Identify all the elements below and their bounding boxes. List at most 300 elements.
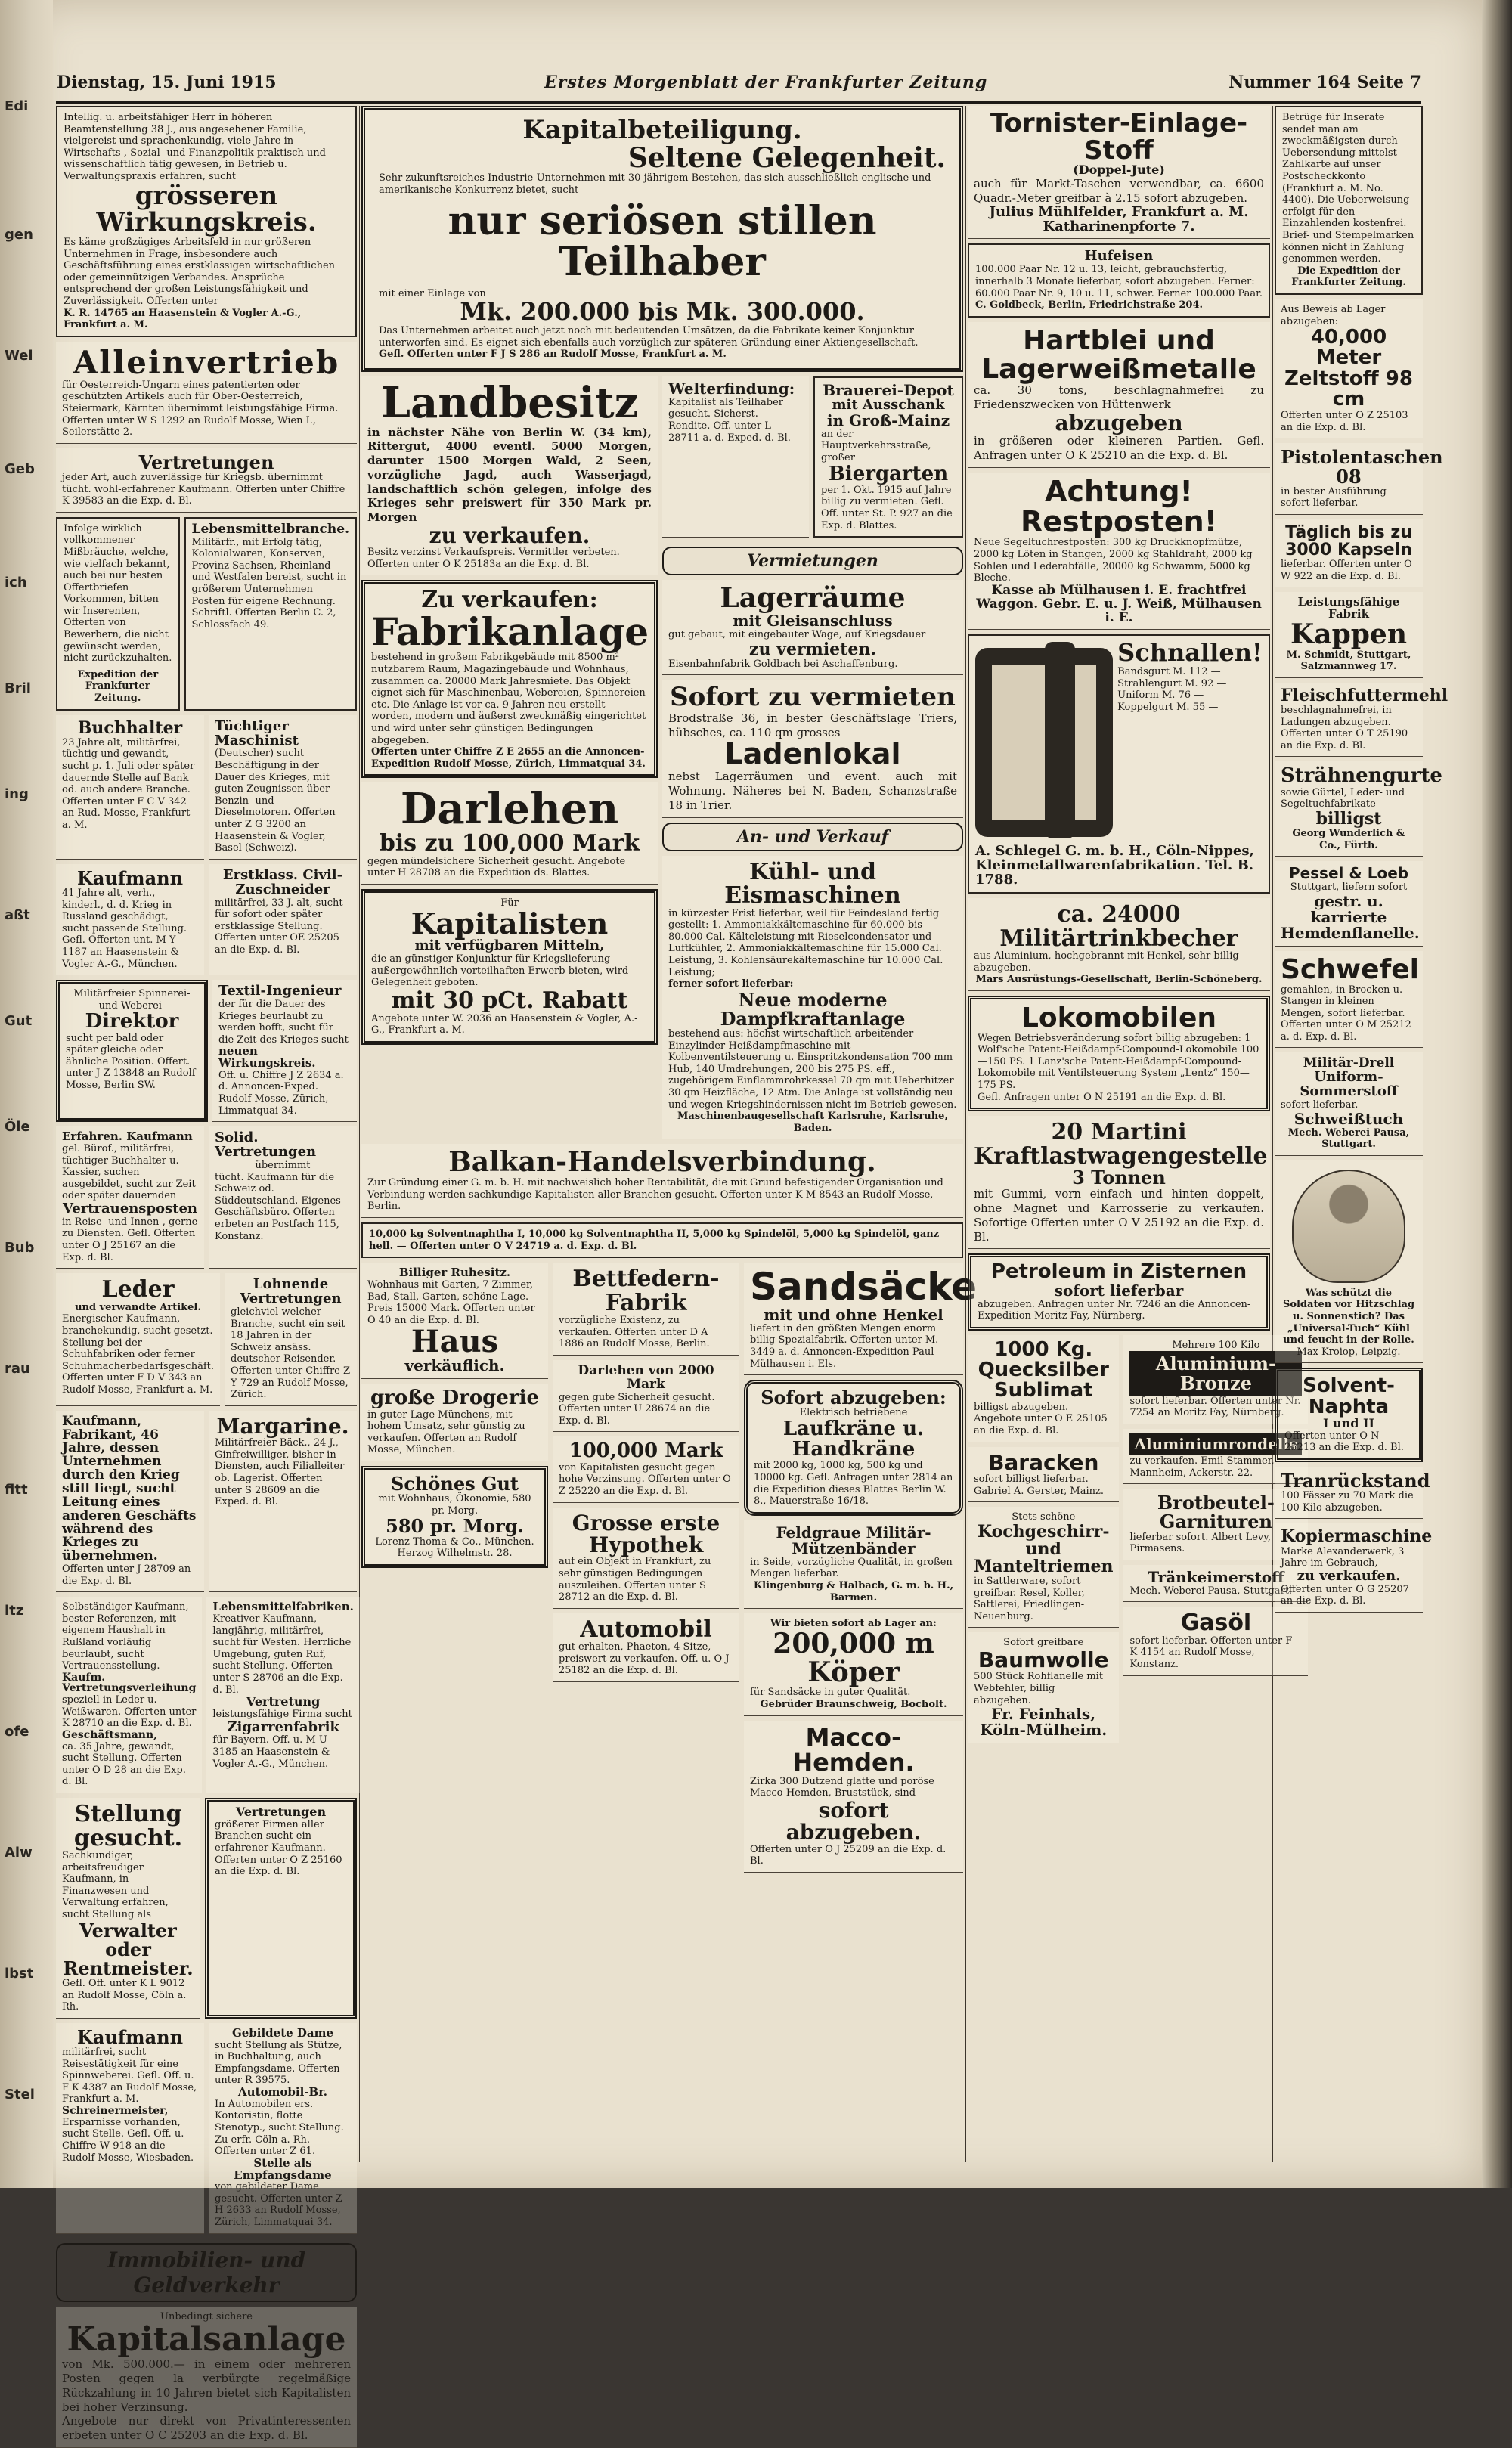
ad-headline: Feldgraue Militär-Mützenbänder [776,1523,931,1557]
ad-body: Offerten unter O N 25213 an die Exp. d. Bl. [1284,1430,1404,1454]
ad-zuschneider [209,864,357,975]
ad-body: Wegen Betriebsveränderung sofort billig abzugeben: 1 Wolf'sche Patent-Heißdampf-Compound-Lokomobile 100—150 PS. 1 Lanz'sche Patent-Heißdampf-Compound-Lokomobile mit Ventilsteuerung System „Lentz“ 150—175 PS. [978,1032,1259,1092]
ad-solventnaphtha [361,1222,963,1258]
ad-hypothek [553,1508,739,1609]
ad-title: Automobil-Br. [238,2085,327,2099]
ad-stellung-gesucht [56,1798,200,2019]
ad-title: Kaufm. Vertretungsverleihung [62,1671,197,1695]
header-date: Dienstag, 15. Juni 1915 [57,73,277,92]
ad-sign: Klingenburg & Halbach, G. m. b. H., Barmen. [753,1580,954,1604]
ad-title: Lebensmittelbranche. [191,521,349,537]
ad-body: der für die Dauer des Krieges beurlaubt zu werden hofft, sucht für die Zeit des Krieges sucht [218,998,349,1046]
ad-row [56,1597,357,1798]
ad-body: lieferbar sofort. Albert Levy, Pirmasens. [1129,1531,1272,1555]
ad-headline: Strähnengurte [1281,764,1442,788]
ad-body: sofort lieferbar. Offerten unter F K 4154 an Rudolf Mosse, Konstanz. [1129,1635,1293,1671]
ad-schnallen [968,634,1270,894]
ad-headline: 580 pr. Morg. [386,1515,524,1538]
ad-headline: Landbesitz [380,377,639,428]
ad-body: gut gebaut, mit eingebauter Wage, auf Kriegsdauer [668,628,926,640]
ad-headline: Laufkräne u. Handkräne [782,1417,925,1461]
ad-body: liefert in den größten Mengen enorm billig Spezialfabrik. Offerten unter M. 3449 a. d. Annoncen-Expedition Paul Mülhausen i. Els. [750,1322,939,1370]
ad-amount-pre: mit einer Einlage von [379,287,486,299]
ad-code: Lorenz Thoma & Co., München. Herzog Wilhelmstr. 28. [375,1535,534,1560]
ad-margarine [209,1411,357,1592]
ad-title: Billiger Ruhesitz. [398,1266,511,1280]
ad-body: 10,000 kg Solventnaphtha I, 10,000 kg Solventnaphtha II, 5,000 kg Spindelöl, 5,000 kg Spindelöl, ganz hell. — Offerten unter O V 24719 a. d. Exp. d. Bl. [369,1229,940,1252]
ad-headline: Kappen [1290,618,1408,650]
ad-headline: gestr. u. karrierte Hemdenflanelle. [1281,891,1420,942]
ad-title: Schreinermeister, [62,2105,169,2118]
section-banner-immobilien: Immobilien- und Geldverkehr [56,2243,357,2302]
ad-body: Brodstraße 36, in bester Geschäftslage Triers, hübsches, ca. 110 qm grosses [668,711,957,739]
ad-fabrikanlage [361,580,658,778]
ad-code: abzugeben. Anfragen unter Nr. 7246 an die Annoncen-Expedition Moritz Fay, Nürnberg. [978,1298,1251,1322]
subcolumn [744,1263,978,1877]
ad-row [361,376,963,1145]
section-banner-vermietungen: Vermietungen [662,547,963,575]
ad-headline: Sandsäcke [750,1265,978,1309]
ad-headline: Kaufmann [76,866,184,889]
ad-title: Leistungsfähige Fabrik [1297,595,1400,621]
ad-headline: Petroleum in Zisternen [990,1260,1247,1284]
ad-title: Lebensmittelfabriken. [212,1600,354,1614]
ad-sub: und verwandte Artikel. [75,1301,201,1313]
ad-lead: Unbedingt sichere [160,2310,253,2323]
ad-kochgeschirr [968,1507,1119,1628]
ad-headline: Hartblei und Lagerweißmetalle [981,324,1256,385]
ad-headline: Solvent-Naphta [1303,1374,1395,1418]
ad-baumwolle [968,1632,1119,1743]
ad-title: Geschäftsmann, [62,1728,158,1741]
ad-sign: Maschinenbaugesellschaft Karlsruhe, Karlsruhe, Baden. [677,1111,948,1134]
subcolumn [553,1263,739,1877]
ad-fabrikant [56,1411,204,1592]
ad-headline: Tornister-Einlage-Stoff [990,108,1248,166]
ad-headline: Baumwolle [978,1647,1109,1672]
ad-body: ferner sofort lieferbar: [668,978,794,990]
ad-pessel-loeb [1275,861,1423,947]
ad-title: Welterfindung: [668,379,795,398]
ad-body: von gebildeter Dame gesucht. Offerten unter Z H 2633 an Rudolf Mosse, Zürich, Limmatquai 34. [215,2181,342,2229]
ad-headline: ca. 24000 Militärtrinkbecher [999,901,1238,952]
ad-sign: C. Goldbeck, Berlin, Friedrichstraße 204. [975,299,1204,311]
ad-code: Gefl. Off. unter K L 9012 an Rudolf Mosse, Cöln a. Rh. [62,1978,187,2013]
ad-sign: Mars Ausrüstungs-Gesellschaft, Berlin-Schöneberg. [975,974,1263,986]
ad-code: nebst Lagerräumen und event. auch mit Wohnung. Näheres bei N. Baden, Schanzstraße 18 in Trier. [668,770,957,812]
ad-row [56,517,357,715]
ad-quecksilber [968,1335,1119,1442]
ad-body: Was schützt die Soldaten vor Hitzschlag u. Sonnenstich? Das „Universal-Tuch“ Kühl und feucht in der Rolle. [1282,1287,1415,1346]
ad-row [56,864,357,980]
ad-title: Militär-Drell [1303,1055,1395,1071]
ad-body: beschlagnahmefrei, in Ladungen abzugeben. Offerten unter O T 25190 an die Exp. d. Bl. [1281,704,1408,751]
ad-headline: Macco-Hemden. [792,1722,915,1777]
ad-body: für Oesterreich-Ungarn eines patentierten oder geschützten Artikels auch für Ober-Oesterreich, Steiermark, Kärnten übernimmt leistungsfähige Firma. Offerten unter W S 1292 an Rudolf Mosse, Wien I., Seilerstätte 2. [62,379,339,438]
ad-row [975,640,1263,844]
ad-body: auch für Markt-Taschen verwendbar, ca. 6600 Quadr.-Meter greifbar à 2.15 sofort abzugeben. [974,177,1264,205]
ad-headline: Haus [411,1324,499,1360]
ad-headline: Neue moderne Dampfkraftanlage [720,988,906,1030]
ad-sub: Stets schöne [1012,1511,1076,1523]
column-1 [56,106,357,2443]
ad-code: Offerten unter O G 25207 an die Exp. d. Bl. [1281,1583,1409,1607]
ad-headline: große Drogerie [370,1387,539,1410]
ad-balkan [361,1144,963,1218]
ad-lebensmittelfabriken [206,1597,359,1793]
ad-headline: Lokomobilen [1021,1002,1217,1033]
ad-row [56,1273,357,1411]
ad-kapitalbeteiligung [361,106,963,372]
strip-fragment: Stel [5,2087,35,2102]
ad-dame-automobil [209,2023,357,2234]
ad-body: Sachkundiger, arbeitsfreudiger Kaufmann, in Finanzwesen und Verwaltung erfahren, sucht Stellung als [62,1850,169,1920]
ad-body: speziell in Leder u. Weißwaren. Offerten unter K 28710 an die Exp. d. Bl. [62,1694,197,1730]
ad-body: aus Aluminium, hochgebrannt mit Henkel, sehr billig abzugeben. [974,950,1239,974]
ad-tranrueckstand [1275,1467,1430,1519]
ad-welterfindung [662,376,809,538]
ad-headline: Baracken [988,1449,1099,1475]
ad-code: K. R. 14765 an Haasenstein & Vogler A.-G., Frankfurt a. M. [64,307,302,331]
ad-body: Wohnhaus mit Garten, 7 Zimmer, Bad, Stall, Garten, schöne Lage. Preis 15000 Mark. Offerten unter O 40 an die Exp. d. Bl. [367,1278,535,1326]
ad-sign: Mech. Weberei Pausa, Stuttgart. [1287,1126,1410,1151]
ad-laufkraene [744,1380,963,1516]
ad-buchhalter [56,715,204,860]
strip-fragment: Geb [5,461,35,477]
subcolumn-left [361,376,658,1145]
ad-headline: Kapitalisten [411,906,609,941]
ad-body: Kaufmann, Fabrikant, 46 Jahre, dessen Unternehmen durch den Krieg still liegt, sucht Leitung eines anderen Geschäfts während des Krieges zu übernehmen. [62,1413,197,1564]
ad-petroleum [968,1253,1270,1330]
ad-kaufmann-reise [56,2023,204,2234]
ad-headline: Pistolentaschen 08 [1281,446,1443,488]
ad-headline: Vertrauensposten [62,1200,198,1216]
ad-ladenlokal [662,680,963,817]
header-title: Erstes Morgenblatt der Frankfurter Zeitung [544,73,988,92]
ad-direktor [56,980,208,1122]
ad-leder [56,1273,220,1406]
ad-title: Bettfedern-Fabrik [572,1266,720,1316]
header-page-number: Nummer 164 Seite 7 [1228,73,1421,92]
ad-sub: sofort lieferbar [1054,1281,1184,1300]
ad-body: gegen mündelsichere Sicherheit gesucht. Angebote unter H 28708 an die Expedition ds. Blattes. [367,855,626,879]
ad-darlehen [361,782,658,884]
ad-kaufmann-41 [56,864,204,975]
strip-fragment: Edi [5,98,29,114]
ad-fleischfuttermehl [1275,683,1448,757]
ad-body: zu verkaufen. Emil Stammer, Mannheim, Ackerstr. 22. [1129,1455,1275,1479]
strip-fragment: Bub [5,1240,35,1256]
ad-kuehlmaschinen [662,856,963,1140]
ad-sub: zu verkaufen. [1297,1567,1401,1584]
ad-zeltstoff [1275,299,1423,439]
ad-body: gemahlen, in Brocken u. Stangen in kleinen Mengen, sofort lieferbar. Offerten unter O M 25212 a. d. Exp. d. Bl. [1281,984,1411,1043]
ad-body: Infolge wirklich vollkommener Mißbräuche, welche, wie vielfach bekannt, auch bei nur besten Offertbriefen Vorkommen, bitten wir Inserenten, Offerten von Bewerbern, die nicht gewünscht werden, nicht zurückzuhalten. [64,522,172,665]
ad-title: Stelle als Empfangsdame [234,2155,332,2182]
ad-body: mit Gummi, vorn einfach und hinten doppelt, ohne Magnet und Karrosserie zu verkaufen. Sofortige Offerten unter O V 25192 an die Exp. d. Bl. [974,1187,1264,1244]
ad-body: ca. 30 tons, beschlagnahmefrei zu Friedenszwecken von Hüttenwerk [974,383,1264,412]
ad-headline: Fleischfuttermehl [1281,685,1448,705]
ad-headline: Verwalter oder Rentmeister. [63,1919,194,1979]
ad-body: In Automobilen ers. Kontoristin, flotte Stenotyp., sucht Stellung. Zu erfr. Cöln a. Rh. Offerten unter Z 61. [215,2098,344,2158]
ad-sign: M. Schmidt, Stuttgart, Salzmannweg 17. [1286,649,1411,673]
ad-maschinist [209,715,357,860]
ad-sandsaecke [744,1263,978,1375]
strip-fragment: gen [5,227,33,243]
page-header [53,73,1421,100]
ad-sign: Gebrüder Braunschweig, Bocholt. [760,1699,947,1710]
ad-body: in bester Ausführung sofort lieferbar. [1281,485,1387,510]
ad-solvent-naphta [1275,1368,1423,1462]
ad-vertrauensposten [56,1126,204,1269]
ad-sub: zu verkaufen. [429,522,590,548]
ad-notice-expedition [56,517,180,711]
ad-kappen [1275,592,1423,677]
strip-fragment: aßt [5,907,30,923]
ad-headline: Kapitalsanlage [67,2320,346,2360]
strip-fragment: Gut [5,1013,33,1029]
ad-landbesitz [361,376,658,576]
ad-headline: Lagerräume [720,582,906,615]
ad-headline: Kochgeschirr- und Manteltriemen [974,1521,1114,1576]
strip-fragment: lbst [5,1966,34,1982]
ad-body: (Deutscher) sucht Beschäftigung in der Dauer des Krieges, mit guten Zeugnissen über Benzin- und Dieselmotoren. Offerten unter Z G 3200 an Haasenstein & Vogler, Basel (Schweiz). [215,748,336,854]
ad-sign: Georg Wunderlich & Co., Fürth. [1292,827,1405,851]
ad-alleinvertrieb [56,342,357,444]
ad-row [968,1335,1301,1748]
ad-headline: neuen Wirkungskreis. [218,1044,316,1071]
ad-macco-hemden [744,1721,963,1873]
strip-fragment: fitt [5,1482,28,1498]
ad-headline: Biergarten [828,462,949,485]
ad-sub: Sofort greifbare [1003,1637,1084,1649]
column-2 [361,106,978,2162]
ad-sub: mit und ohne Henkel [764,1305,943,1324]
section-banner-an-und-verkauf: An- und Verkauf [662,823,963,851]
ad-kapitalsanlage [56,2307,357,2448]
ad-schoenes-gut [361,1466,548,1568]
ad-sub: mit Gleisanschluss [733,611,893,630]
ad-pistolentaschen [1275,443,1443,515]
ad-darlehen-2000 [553,1360,739,1432]
ad-body: von Mk. 500.000.— in einem oder mehreren Posten gegen la verbürgte regelmäßige Rückzahlung in 10 Jahren bietet sich Kapitalisten bei hoher Verzinsung. [62,2357,351,2414]
ad-bettfedern [553,1263,739,1356]
ad-body: 100.000 Paar Nr. 12 u. 13, leicht, gebrauchsfertig, innerhalb 3 Monate lieferbar, sofort abzugeben. Ferner: 60.000 Paar Nr. 9, 10 u. 11, schwer. Ferner 100.000 Paar. [975,264,1263,299]
ad-body: Es käme großzügiges Arbeitsfeld in nur größeren Unternehmen in Frage, insbesondere auch Geschäftsführung eines erstklassigen wirtschaftlichen oder gemeinnützigen Verbandes. Ansprüche entsprechend der großen Leistungsfähigkeit und Zuverlässigkeit. Offerten unter [64,236,336,307]
strip-fragment: ich [5,575,27,590]
ad-sign: A. Schlegel G. m. b. H., Cöln-Nippes, Kleinmetallwarenfabrikation. Tel. B. 1788. [975,843,1254,888]
ad-headline: mit 30 pCt. Rabatt [391,987,628,1015]
ad-universal-tuch [1275,1160,1423,1364]
ad-headline: Kopiermaschine [1281,1526,1433,1547]
ad-body: Militärfr., mit Erfolg tätig, Kolonialwaren, Konserven, Provinz Sachsen, Rheinland und Westfalen bereist, sucht in größerem Unternehmen Posten für eigene Rechnung. Schriftl. Offerten Berlin C. 2, Schlossfach 49. [191,536,347,631]
ad-row [56,1126,357,1273]
ad-body: sofort billigst lieferbar. Gabriel A. Gerster, Mainz. [974,1473,1104,1497]
ad-title: Textil-Ingenieur [218,983,342,999]
ad-body: ca. 35 Jahre, gewandt, sucht Stellung. Offerten unter O D 28 an die Exp. d. Bl. [62,1740,186,1788]
ad-hartblei [968,322,1270,468]
ad-headline: 20 Martini Kraftlastwagengestelle [974,1119,1268,1170]
ad-body: in Sattlerware, sofort greifbar. Resel, Koller, Sattlerei, Friedlingen-Neuenburg. [974,1576,1085,1622]
ad-code: für Bayern. Off. u. M U 3185 an Haasenstein & Vogler A.-G., München. [212,1734,330,1770]
ad-body: vorzügliche Existenz, zu verkaufen. Offerten unter D A 1886 an Rudolf Mosse, Berlin. [559,1315,710,1350]
ad-headline: Schwefel [1281,953,1419,985]
ad-row [56,1411,357,1597]
ad-headline: 40,000 Meter Zeltstoff 98 cm [1284,326,1413,411]
ad-tornister [968,106,1270,239]
ad-title: Schönes Gut [390,1473,519,1495]
column-divider [965,106,966,2162]
ad-code: in Reise- und Innen-, gerne zu Diensten. Gefl. Offerten unter O J 25167 an die Exp. d. Bl. [62,1216,198,1263]
strip-fragment: Alw [5,1845,33,1861]
ad-body: militärfrei, sucht Reisestätigkeit für eine Spinnweberei. Gefl. Off. u. F K 4387 an Rudolf Mosse, Frankfurt a. M. [62,2047,197,2106]
ad-lagerraeume [662,580,963,675]
ad-code: Offerten unter J 28709 an die Exp. d. Bl. [62,1563,191,1587]
ad-solid-vertretungen [209,1126,357,1269]
ad-body: Militärfreier Bäck., 24 J., Ginfreiwilliger, bisher in Diensten, auch Filialleiter ob. Lagerist. Offerten unter S 28609 an die Exped. d. Bl. [215,1437,345,1508]
ad-title: Kapitalbeteiligung. [522,115,802,145]
ad-headline: nur seriösen stillen Teilhaber [448,197,877,286]
ad-headline: sofort abzugeben. [785,1797,922,1845]
ad-code: Gefl. Offerten unter F J S 286 an Rudolf Mosse, Frankfurt a. M. [379,349,727,361]
ad-body: in nächster Nähe von Berlin W. (34 km), Rittergut, 4000 eventl. 5000 Morgen, darunter 1500 Morgen Wald, 2 Seen, vorzügliche Jagd, auch Wasserjagd, landschaftlich schön gelegen, infolge des Krieges sehr preiswert für 350 Mark pr. Morgen [367,425,652,525]
strip-fragment: rau [5,1361,30,1377]
ad-title: Grosse erste Hypothek [572,1510,720,1557]
ad-headline: Buchhalter [77,717,183,738]
ad-headline: Vertretungen [138,451,274,473]
ad-headline: Solid. Vertretungen [215,1129,317,1160]
ad-kapitalisten [361,889,658,1045]
ad-sub: verkäuflich. [404,1356,505,1375]
ad-place: in Groß-Mainz [826,411,950,429]
ad-sub: bis zu 100,000 Mark [379,830,640,857]
ad-brauerei-depot [813,376,963,538]
ad-lohnende-vertretungen [225,1273,357,1406]
ad-code: Angebote nur direkt von Privatinteressenten erbeten unter O C 25203 an die Exp. d. Bl. [62,2414,351,2443]
ad-ruhesitz [361,1263,548,1379]
ad-headline: Uniform-Sommerstoff [1300,1069,1398,1100]
ad-title: Lohnende Vertretungen [240,1276,342,1307]
ad-title: Aus Beweis ab Lager abzugeben: [1281,303,1386,327]
ad-sub: Seltene Gelegenheit. [627,141,946,174]
ad-headline: Pessel & Loeb [1288,864,1409,883]
ad-sign: Fr. Feinhals, Köln-Mülheim. [980,1705,1108,1740]
ad-title: Erfahren. Kaufmann [62,1129,193,1144]
ad-code: Eisenbahnfabrik Goldbach bei Aschaffenburg. [668,658,898,670]
ad-title: Tüchtiger Maschinist [215,717,299,748]
ad-headline: grösseren Wirkungskreis. [96,180,317,238]
ad-body: 100 Fässer zu 70 Mark die 100 Kilo abzugeben. [1281,1490,1414,1514]
ad-sub: billigst [1315,808,1382,829]
ad-body: Zirka 300 Dutzend glatte und poröse Macco-Hemden, Bruststück, sind [750,1775,934,1799]
ad-title: Brauerei-Depot [823,380,954,399]
ad-headline: Gasöl [1180,1610,1252,1637]
ad-lead: Intellig. u. arbeitsfähiger Herr in höheren Beamtenstellung 38 J., aus angesehener Familie, vielgereist und sprachenkundig, viele Jahre in Wirtschafts-, Sozial- und Finanzpolitik praktisch und wissenschaftlich tätig gewesen, in Betrieb u. Verwaltungspraxis erfahren, sucht [64,112,326,182]
ad-title: Vertretungen [235,1805,327,1819]
ad-code: Besitz verzinst Verkaufspreis. Vermittler verbeten. Offerten unter O K 25183a an die Exp. d. Bl. [367,547,620,570]
ad-code: Off. u. Chiffre J Z 2634 a. d. Annoncen-Exped. Rudolf Mosse, Zürich, Limmatquai 34. [218,1069,344,1117]
strip-fragment: ing [5,786,29,802]
ad-body: gleichviel welcher Branche, sucht ein seit 18 Jahren in der Schweiz ansäss. deutscher Reisender. Offerten unter Chiffre Z Y 729 an Rudolf Mosse, Zürich. [231,1306,351,1401]
ad-body: sowie Gürtel, Leder- und Segeltuchfabrikate [1281,786,1405,810]
ad-restposten [968,473,1270,631]
ad-sub: zu vermieten. [749,639,876,659]
ad-sub: abzugeben [1055,410,1183,435]
ad-body: größerer Firmen aller Branchen sucht ein erfahrener Kaufmann. Offerten unter O Z 25160 an die Exp. d. Bl. [215,1818,342,1878]
ad-headline: Sofort zu vermieten [670,682,956,713]
subcolumn [968,1335,1119,1748]
strip-fragment: ltz [5,1603,24,1619]
ad-headline: 200,000 m Köper [773,1627,934,1688]
ad-headline: Brotbeutel-Garnituren [1157,1492,1275,1533]
ad-body: sucht per bald oder später gleiche oder ähnliche Position. Offert. unter J Z 13848 an Rudolf Mosse, Berlin SW. [66,1032,196,1091]
ad-headline: Darlehen [400,784,619,835]
ad-body: gut erhalten, Phaeton, 4 Sitze, preiswert zu verkaufen. Off. u. O J 25182 an die Exp. d. Bl. [559,1641,730,1677]
ad-sign: Max Kroiop, Leipzig. [1297,1346,1401,1358]
ad-text [1117,640,1263,844]
ad-row [662,376,963,542]
ad-sign: Julius Mühlfelder, Frankfurt a. M. Katharinenpforte 7. [989,203,1249,234]
ad-body: Sehr zukunftsreiches Industrie-Unternehmen mit 30 jährigem Bestehen, das sich ausschließlich englische und amerikanische Konkurrenz bietet, sucht [379,172,931,197]
ad-body: Kreativer Kaufmann, langjährig, militärfrei, sucht für Westen. Herrliche Umgebung, guten Ruf, sucht Stellung. Offerten unter S 28706 an die Exp. d. Bl. [212,1613,352,1696]
ad-amount: Mk. 200.000 bis Mk. 300.000. [460,297,865,327]
ad-zahlkarte-notice [1275,106,1423,295]
ad-body: Mech. Weberei Pausa, Stuttgart. [1129,1585,1293,1597]
ad-body: Kapitalist als Teilhaber gesucht. Sicherst. Rendite. Off. unter L 28711 a. d. Exped. d. Bl. [668,396,791,444]
ad-body: Betrüge für Inserate sendet man am zweckmäßigsten durch Uebersendung mittelst Zahlkarte auf unser Postscheckkonto (Frankfurt a. M. No. 4400). Die Ueberweisung erfolgt für den Einzahlenden kostenfrei. Brief- und Stempelmarken können nicht in Zahlung genommen werden. [1282,112,1414,265]
strip-fragment: Öle [5,1119,30,1135]
ad-headline: Kaufmann [76,2025,184,2048]
strip-fragment: Bril [5,680,31,696]
subcolumn-right [662,376,963,1145]
ad-body: 23 Jahre alt, militärfrei, tüchtig und gewandt, sucht p. 1. Juli oder später dauernde Stelle auf Bank od. auch andere Branche. Offerten unter F C V 342 an Rud. Mosse, Frankfurt a. M. [62,736,195,831]
ad-body: Marke Alexanderwerk, 3 Jahre im Gebrauch, [1281,1545,1405,1570]
ad-militaer-drell [1275,1052,1423,1155]
ad-code: in größeren oder kleineren Partien. Gefl. Anfragen unter O K 25210 an die Exp. d. Bl. [974,434,1264,462]
ad-lead: Militärfreier Spinnerei- und Weberei- [73,988,191,1012]
ad-selbstaendiger [56,1597,202,1793]
ad-sub: I und II [1322,1416,1375,1431]
ad-body: Selbständiger Kaufmann, bester Referenzen, mit eigenem Haushalt in Rußland vorläufig beurlaubt, sucht Vertrauensstellung. [62,1601,189,1672]
ad-body: Zur Gründung einer G. m. b. H. mit nachweislich hoher Rentabilität, die mit Grund befestigender Organisation und Verbindung werden sachkundige Kapitalisten aller Branchen gesucht. Offerten unter K M 8543 an Rudolf Mosse, Berlin. [367,1177,943,1213]
ad-lokomobilen [968,996,1270,1111]
ad-body: tücht. Kaufmann für die Schweiz od. Süddeutschland. Eigenes Geschäftsbüro. Offerten erbeten an Postfach 115, Konstanz. [215,1171,341,1242]
ad-body: sucht Stellung als Stütze, in Buchhaltung, auch Empfangsdame. Offerten unter R 39575. [215,2039,342,2087]
ad-body: mit 2000 kg, 1000 kg, 500 kg und 10000 kg. Gefl. Anfragen unter 2814 an die Expedition dieses Blattes Berlin W. 8., Mauerstraße 16/18. [754,1460,953,1508]
ad-body: für Sandsäcke in guter Qualität. [750,1687,911,1699]
ad-body: die an günstiger Konjunktur für Kriegslieferung außergewöhnlich vorteilhaften Erwerb bieten, wird Gelegenheit geboten. [371,953,629,989]
ad-body: Energischer Kaufmann, branchekundig, sucht gesetzt. Stellung bei der Schuhfabriken oder ferner Schuhmacherbedarfsgeschäft. Offerten unter F D V 343 an Rudolf Mosse, Frankfurt a. M. [62,1313,214,1396]
ad-body: Offerten unter O Z 25103 an die Exp. d. Bl. [1281,410,1408,433]
ad-headline: Tranrückstand [1281,1470,1430,1492]
ad-body: leistungsfähige Firma sucht [212,1708,352,1720]
ad-title: Darlehen von 2000 Mark [578,1363,714,1392]
ad-body: an der Hauptverkehrsstraße, großer [821,428,931,463]
ad-vertretungen [56,448,357,513]
page-edge-shadow [1482,0,1512,2188]
ad-vertretungen-small [205,1798,357,2019]
ad-body: gegen gute Sicherheit gesucht. Offerten unter U 28674 an die Exp. d. Bl. [559,1391,715,1427]
ad-muetzenbaender [744,1520,963,1609]
ad-body: Ersparnisse vorhanden, sucht Stelle. Gefl. Off. u. Chiffre W 918 an die Rudolf Mosse, Wiesbaden. [62,2116,194,2164]
strip-fragment: Wei [5,348,33,364]
ad-body: Das Unternehmen arbeitet auch jetzt noch mit bedeutenden Umsätzen, da die Fabrikate keiner Konjunktur unterworfen sind. Es eignet sich ebenfalls auch vorzüglich zur späteren Gründung einer Aktiengesellschaft. [379,325,919,349]
ad-body: bestehend aus: höchst wirtschaftlich arbeitender Einzylinder-Heißdampfmaschine mit Kolbenventilsteuerung u. Einspritzkondensation 700 mm Hub, 140 Umdrehungen, 200 bis 275 PS. eff., zugehörigem Einflammrohrkessel 70 qm mit Ueberhitzer 30 qm Heizfläche, 12 Atm. Die Anlage ist vollständig neu und wegen Kriegshindernissen nicht im Betrieb gewesen. [668,1028,957,1111]
ad-title: Für [500,897,519,909]
ad-straehnengurte [1275,761,1442,857]
header-rule [56,101,1421,104]
ad-body: mit Wohnhaus, Ökonomie, 580 pr. Morg. [378,1493,531,1517]
